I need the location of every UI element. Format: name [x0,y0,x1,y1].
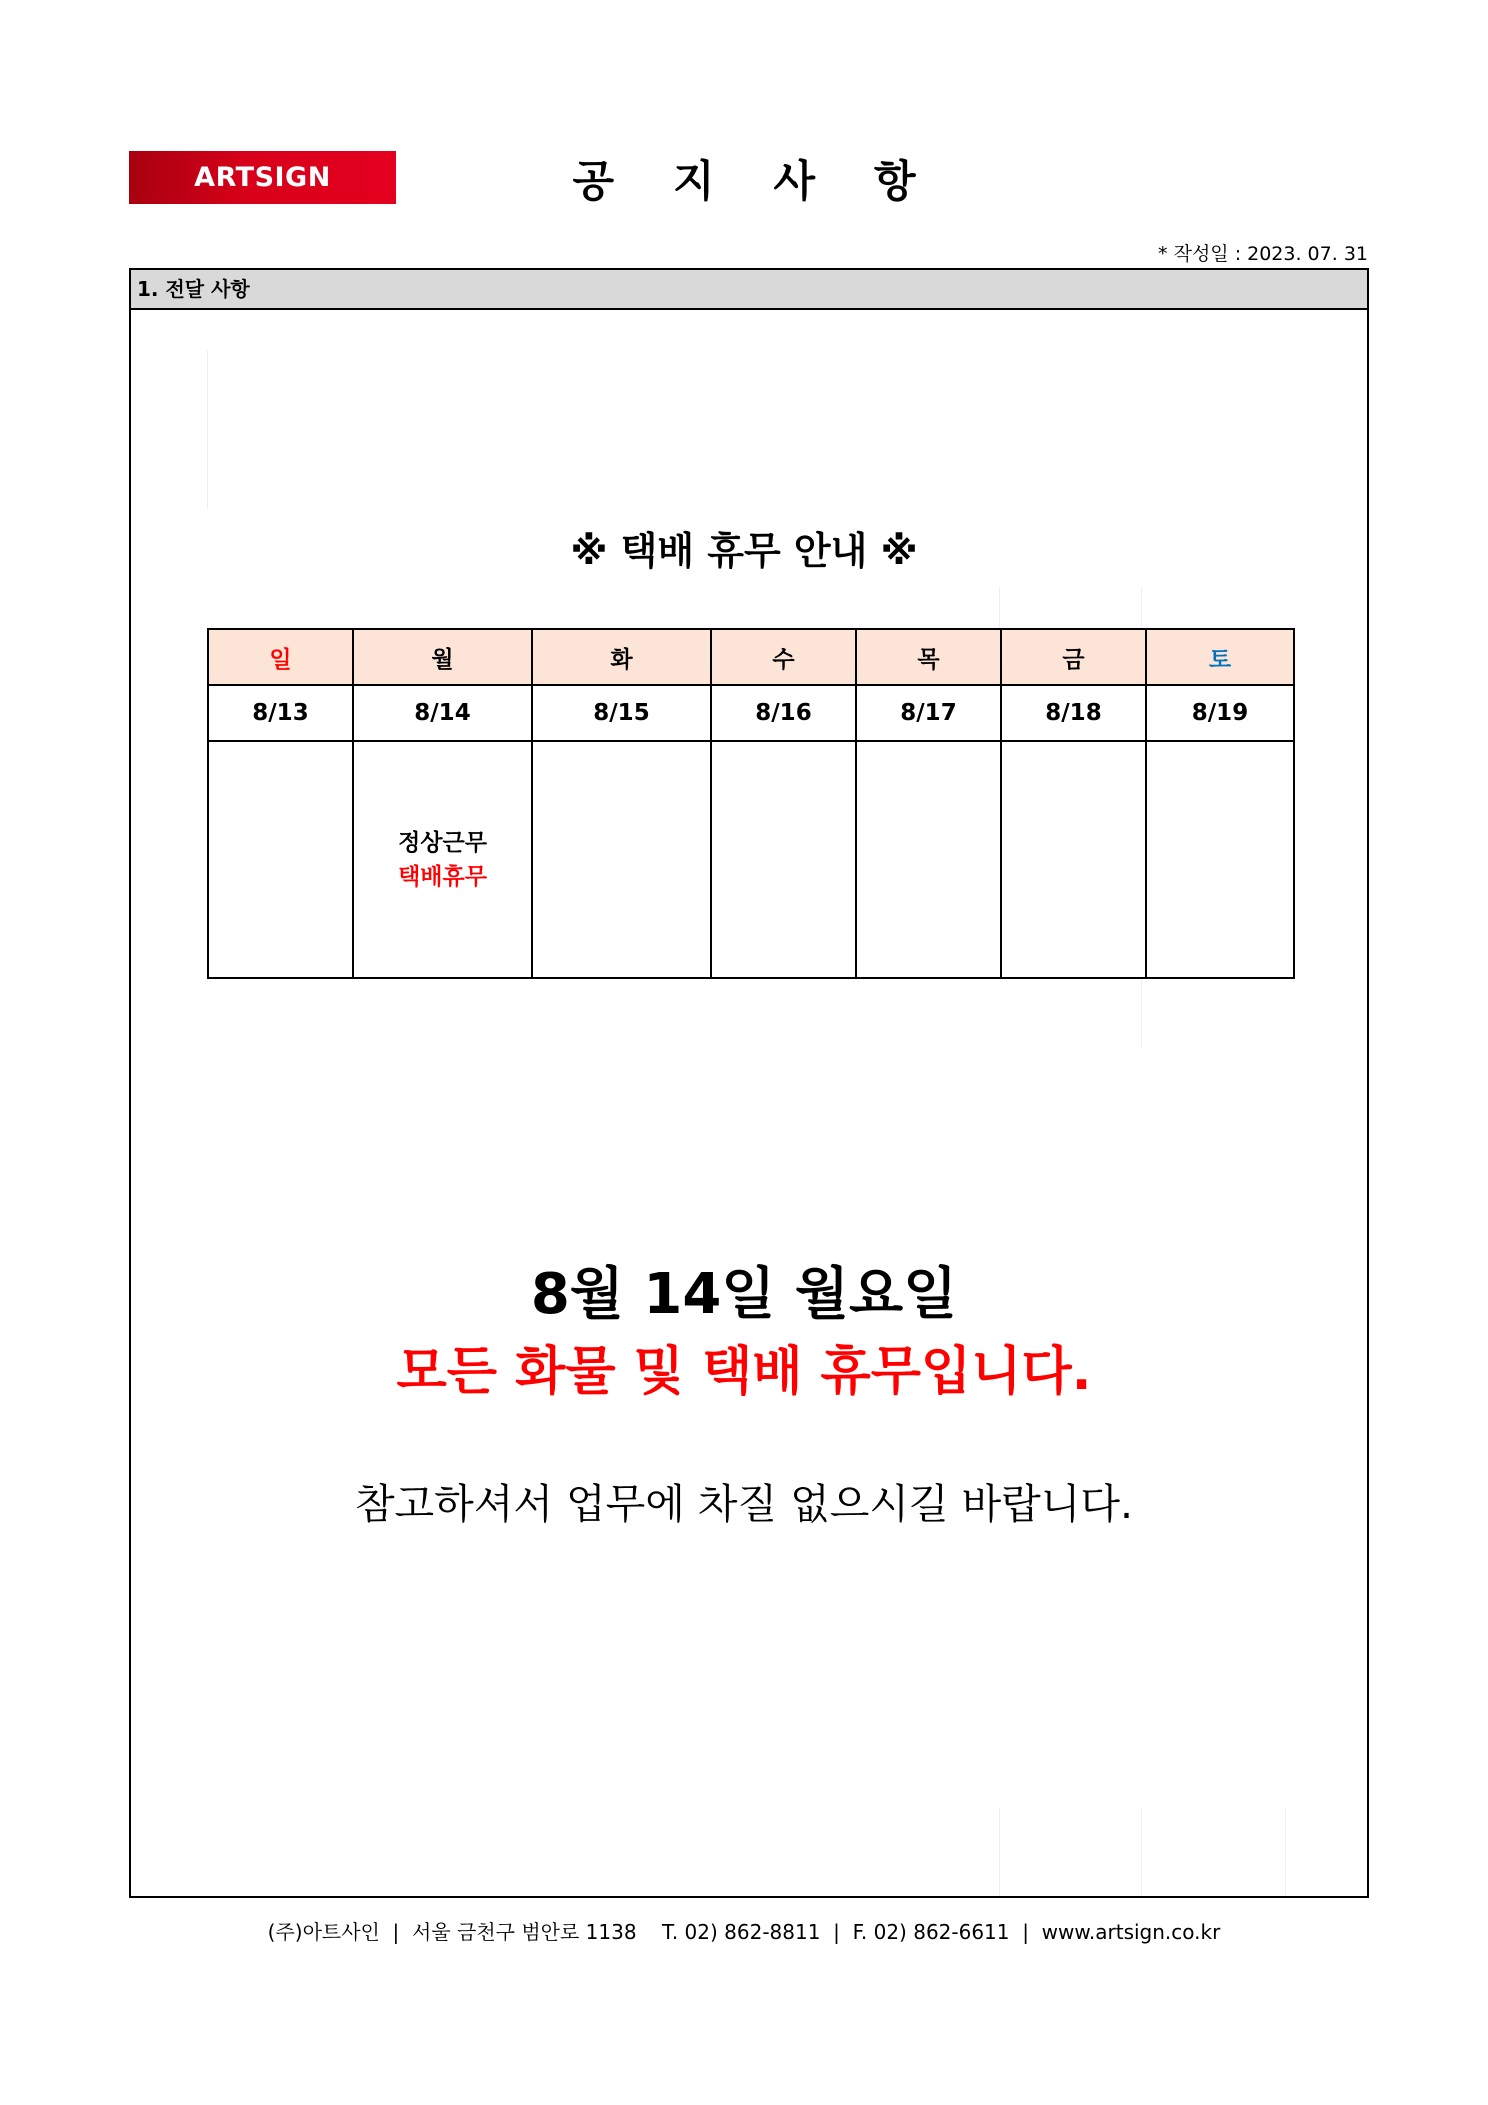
notice-title: ※ 택배 휴무 안내 ※ [570,529,918,573]
date-cell: 8/15 [532,685,711,741]
delivery-off-label: 택배휴무 [398,863,487,890]
date-row [208,685,1294,741]
date-cell: 8/16 [711,685,856,741]
weekday-friday: 금 [1001,629,1146,685]
schedule-cell-0817 [856,741,1001,978]
message-closing: 참고하셔서 업무에 차질 없으시길 바랍니다. [354,1480,1134,1528]
date-cell: 8/17 [856,685,1001,741]
schedule-cell-0815-holiday [532,741,711,978]
guide-line [999,1808,1000,1896]
schedule-cell-0814 [353,741,532,978]
schedule-cell-0816 [711,741,856,978]
holiday-calendar [207,628,1295,979]
date-cell: 8/14 [353,685,532,741]
schedule-cell-0819 [1146,741,1294,978]
liberation-day-label: 광복절 [588,843,655,870]
message-headline: 8월 14일 월요일 [530,1262,958,1327]
written-date: * 작성일 : 2023. 07. 31 [1158,243,1368,265]
artsign-logo: ARTSIGN [129,151,396,204]
guide-line [207,350,208,508]
date-cell: 8/13 [208,685,353,741]
company-footer: (주)아트사인 | 서울 금천구 범안로 1138 T. 02) 862-8811 | F. 02) 862-6611 | www.artsign.co.kr [267,1920,1221,1944]
weekday-sunday: 일 [208,629,353,685]
message-subline: 모든 화물 및 택배 휴무입니다. [396,1342,1092,1402]
weekday-row [208,629,1294,685]
date-cell: 8/18 [1001,685,1146,741]
weekday-monday: 월 [353,629,532,685]
notice-frame [129,268,1369,1898]
weekday-thursday: 목 [856,629,1001,685]
schedule-cell-0813 [208,741,353,978]
weekday-tuesday: 화 [532,629,711,685]
weekday-saturday: 토 [1146,629,1294,685]
weekday-wednesday: 수 [711,629,856,685]
document-title: 공 지 사 항 [572,157,938,207]
guide-line [1285,1808,1286,1896]
guide-line [1141,1808,1142,1896]
date-cell: 8/19 [1146,685,1294,741]
guide-line [999,588,1000,628]
section-heading: 1. 전달 사항 [131,270,1367,310]
schedule-row [208,741,1294,978]
schedule-cell-0818 [1001,741,1146,978]
normal-work-label: 정상근무 [398,829,487,856]
